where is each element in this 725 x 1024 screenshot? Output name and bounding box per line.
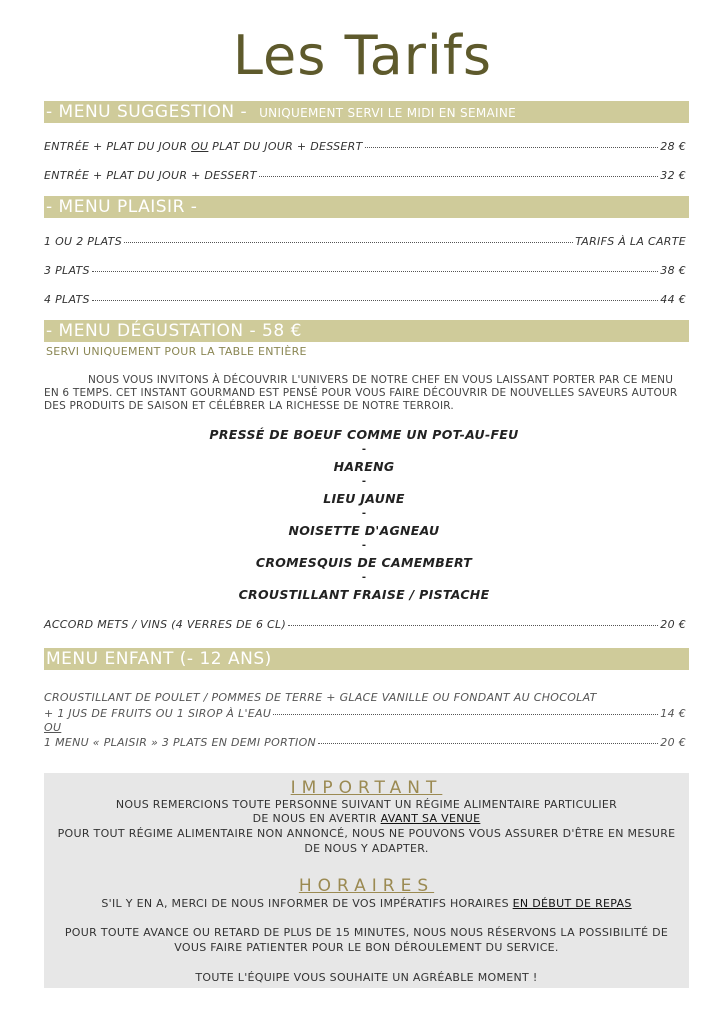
price-value: 38 € [660,264,686,277]
price-line [44,707,686,720]
section-heading: - MENU DÉGUSTATION - 58 € [46,321,302,341]
section-note: SERVI UNIQUEMENT POUR LA TABLE ENTIÈRE [46,345,307,358]
price-label: 1 MENU « PLAISIR » 3 PLATS EN DEMI PORTION [44,736,317,749]
dish: LIEU JAUNE [323,491,405,506]
dish-separator: - [361,476,367,487]
price-line [44,736,686,749]
section-band-suggestion [44,101,689,123]
dot-leader [288,625,658,626]
dot-leader [92,271,659,272]
horaires-line: POUR TOUTE AVANCE OU RETARD DE PLUS DE 15 MINUTES, NOUS NOUS RÉSERVONS LA POSSIBILITÉ DE [64,926,669,939]
dot-leader [124,242,573,243]
important-line: NOUS REMERCIONS TOUTE PERSONNE SUIVANT UN RÉGIME ALIMENTAIRE PARTICULIER [115,798,618,811]
section-band-enfant [44,648,689,670]
horaires-line: VOUS FAIRE PATIENTER POUR LE BON DÉROULEMENT DU SERVICE. [174,941,559,954]
price-label: 3 PLATS [44,264,90,277]
price-label: ENTRÉE + PLAT DU JOUR + DESSERT [44,169,257,182]
price-label: ACCORD METS / VINS (4 VERRES DE 6 CL) [44,618,287,631]
price-value: 44 € [660,293,686,306]
price-value: TARIFS À LA CARTE [575,235,686,248]
page-title: Les Tarifs [232,24,493,87]
price-label: 1 OU 2 PLATS [44,235,122,248]
info-box [44,773,689,988]
important-line: DE NOUS Y ADAPTER. [304,842,429,855]
horaires-line: S'IL Y EN A, MERCI DE NOUS INFORMER DE VOS IMPÉRATIFS HORAIRES EN DÉBUT DE REPAS [101,897,632,910]
kids-menu-or: OU [44,721,62,734]
section-band-degustation [44,320,689,342]
price-label: + 1 JUS DE FRUITS OU 1 SIROP À L'EAU [44,707,272,720]
price-line [44,618,686,631]
dot-leader [318,743,658,744]
intro-line: NOUS VOUS INVITONS À DÉCOUVRIR L'UNIVERS DE NOTRE CHEF EN VOUS LAISSANT PORTER PAR CE MENU [88,374,674,386]
section-band-plaisir [44,196,689,218]
price-line [44,140,686,153]
price-value: 14 € [660,707,686,720]
kids-menu-line: CROUSTILLANT DE POULET / POMMES DE TERRE + GLACE VANILLE OU FONDANT AU CHOCOLAT [44,691,597,704]
price-label: 4 PLATS [44,293,90,306]
closing-line: TOUTE L'ÉQUIPE VOUS SOUHAITE UN AGRÉABLE MOMENT ! [195,971,538,984]
section-heading: - MENU PLAISIR - [46,197,198,217]
dot-leader [259,176,659,177]
dish: NOISETTE D'AGNEAU [288,523,440,538]
intro-line: EN 6 TEMPS. CET INSTANT GOURMAND EST PENSÉ POUR VOUS FAIRE DÉCOUVRIR DE NOUVELLES SAVEURS AUTOUR [44,387,678,399]
price-value: 32 € [660,169,686,182]
price-value: 20 € [660,618,686,631]
important-title: IMPORTANT [290,778,443,798]
dish: HARENG [333,459,395,474]
price-label: ENTRÉE + PLAT DU JOUR OU PLAT DU JOUR + DESSERT [44,140,363,153]
price-value: 20 € [660,736,686,749]
dot-leader [92,300,659,301]
important-line: DE NOUS EN AVERTIR AVANT SA VENUE [252,812,481,825]
dish-separator: - [361,444,367,455]
price-line [44,169,686,182]
dish: PRESSÉ DE BOEUF COMME UN POT-AU-FEU [209,427,519,442]
dish: CROMESQUIS DE CAMEMBERT [255,555,473,570]
section-heading: - MENU SUGGESTION - [46,102,248,122]
dish-separator: - [361,508,367,519]
horaires-title: HORAIRES [298,876,435,896]
dish-separator: - [361,572,367,583]
price-value: 28 € [660,140,686,153]
dish: CROUSTILLANT FRAISE / PISTACHE [238,587,490,602]
price-line [44,235,686,248]
dish-separator: - [361,540,367,551]
dot-leader [365,147,659,148]
price-line [44,293,686,306]
price-line [44,264,686,277]
important-line: POUR TOUT RÉGIME ALIMENTAIRE NON ANNONCÉ, NOUS NE POUVONS VOUS ASSURER D'ÊTRE EN MESURE [57,827,676,840]
section-heading: MENU ENFANT (- 12 ANS) [46,649,272,669]
section-subheading: UNIQUEMENT SERVI LE MIDI EN SEMAINE [259,106,516,120]
dot-leader [273,714,658,715]
intro-line: DES PRODUITS DE SAISON ET CÉLÉBRER LA RICHESSE DE NOTRE TERROIR. [44,400,454,412]
